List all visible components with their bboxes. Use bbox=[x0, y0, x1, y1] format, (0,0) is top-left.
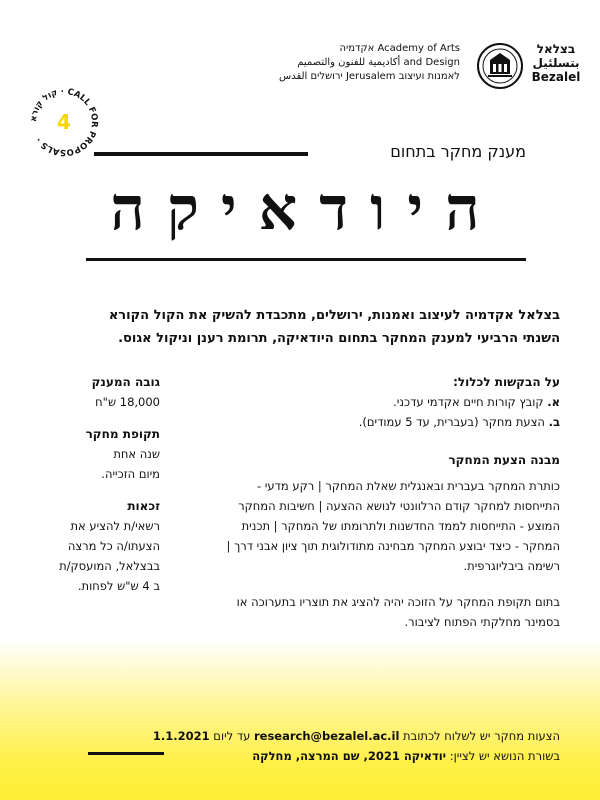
eligibility-heading: זכאות bbox=[127, 499, 160, 513]
submission-line bbox=[40, 726, 560, 746]
eligibility-line: בבצלאל, המועסק/ת bbox=[59, 559, 160, 573]
structure-line: המוצע - התייחסות לממד החדשנות ולתרומתו של המחקר | תכנית bbox=[241, 519, 560, 533]
research-period-line: שנה אחת bbox=[113, 447, 160, 461]
intro-paragraph bbox=[40, 304, 560, 350]
research-period-line: מיום הזכייה. bbox=[101, 467, 160, 481]
bezalel-seal-logo bbox=[476, 42, 524, 90]
title-rule-bottom bbox=[86, 258, 526, 261]
title-rule-top bbox=[94, 152, 308, 156]
submission-footer bbox=[40, 726, 560, 766]
footer-rule bbox=[88, 752, 164, 755]
badge-number: 4 bbox=[57, 110, 71, 134]
requests-heading: על הבקשות לכלול: bbox=[453, 375, 560, 389]
institution-line: and Design أكاديمية للفنون والتصميم bbox=[297, 57, 460, 68]
submission-email-link[interactable]: research@bezalel.ac.il bbox=[253, 729, 400, 743]
request-item bbox=[330, 412, 560, 432]
brand-line-hebrew: בצלאל bbox=[536, 42, 576, 56]
page-title: היודאיקה bbox=[110, 174, 502, 244]
eligibility-line: ב 4 ש"ש לפחות. bbox=[77, 579, 160, 593]
eligibility-line: רשאי/ת להציע את bbox=[70, 519, 160, 533]
subject-format: יודאיקה 2021, שם המרצה, מחלקה bbox=[252, 749, 447, 763]
request-item-marker: ב. bbox=[548, 415, 560, 429]
institution-name bbox=[210, 42, 460, 84]
brand-line-english: Bezalel bbox=[531, 70, 581, 84]
structure-heading: מבנה הצעת המחקר bbox=[448, 453, 560, 467]
request-item-text: הצעת מחקר (בעברית, עד 5 עמודים). bbox=[358, 415, 549, 429]
intro-line: בצלאל אקדמיה לעיצוב ואמנות, ירושלים, מתכבדת להשיק את הקול הקורא bbox=[108, 308, 560, 323]
subject-line bbox=[40, 746, 560, 766]
grant-details-column bbox=[40, 372, 160, 608]
submission-deadline-date: 1.1.2021 bbox=[152, 729, 210, 743]
closing-line: בתום תקופת המחקר על הזוכה יהיה להציג את תוצריו בתערוכה או bbox=[236, 595, 560, 609]
structure-line: כותרת המחקר בעברית ובאנגלית שאלת המחקר | רקע מדעי - bbox=[257, 479, 560, 493]
eligibility-section bbox=[40, 496, 160, 596]
grant-amount-heading: גובה המענק bbox=[91, 375, 160, 389]
submission-deadline-label: עד ליום bbox=[209, 729, 254, 743]
request-item-marker: א. bbox=[547, 395, 560, 409]
request-item bbox=[330, 392, 560, 412]
eligibility-line: הצעתו/ה כל מרצה bbox=[67, 539, 160, 553]
request-item-text: קובץ קורות חיים אקדמי עדכני. bbox=[393, 395, 548, 409]
research-period-heading: תקופת מחקר bbox=[85, 427, 160, 441]
page-subtitle: מענק מחקר בתחום bbox=[390, 142, 526, 161]
call-for-proposals-badge bbox=[26, 84, 102, 160]
closing-line: בסמינר מחלקתי הפתוח לציבור. bbox=[404, 615, 560, 629]
grant-amount-section bbox=[40, 372, 160, 412]
submission-prefix: הצעות מחקר יש לשלוח לכתובת bbox=[399, 729, 560, 743]
subject-prefix: בשורת הנושא יש לציין: bbox=[446, 749, 560, 763]
brand-line-arabic: بتسلئيل bbox=[532, 56, 580, 70]
institution-line: לאמנות ועיצוב Jerusalem ירושלים القدس bbox=[279, 71, 460, 82]
badge-ring-text: קול קורא · CALL FOR PROPOSALS · bbox=[28, 86, 100, 158]
research-period-section bbox=[40, 424, 160, 484]
structure-body bbox=[226, 476, 560, 576]
closing-paragraph bbox=[236, 592, 560, 632]
structure-line: התייחסות למחקר קודם הרלוונטי לנושא ההצעה | חשיבות המחקר bbox=[238, 499, 560, 513]
brand-name bbox=[526, 42, 586, 84]
institution-line: Academy of Arts אקדמיה bbox=[339, 43, 460, 54]
structure-line: המחקר - כיצד יבוצע המחקר מבחינה מתודולוגית תוך ציון אבני דרך | bbox=[226, 539, 560, 553]
intro-line: השנתי הרביעי למענק המחקר בתחום היודאיקה, תרומת רענן וניקול אגוס. bbox=[118, 331, 560, 346]
grant-amount-value: 18,000 ש"ח bbox=[95, 395, 160, 409]
structure-line: רשימה ביבליוגרפית. bbox=[463, 559, 560, 573]
requirements-column bbox=[226, 372, 560, 632]
